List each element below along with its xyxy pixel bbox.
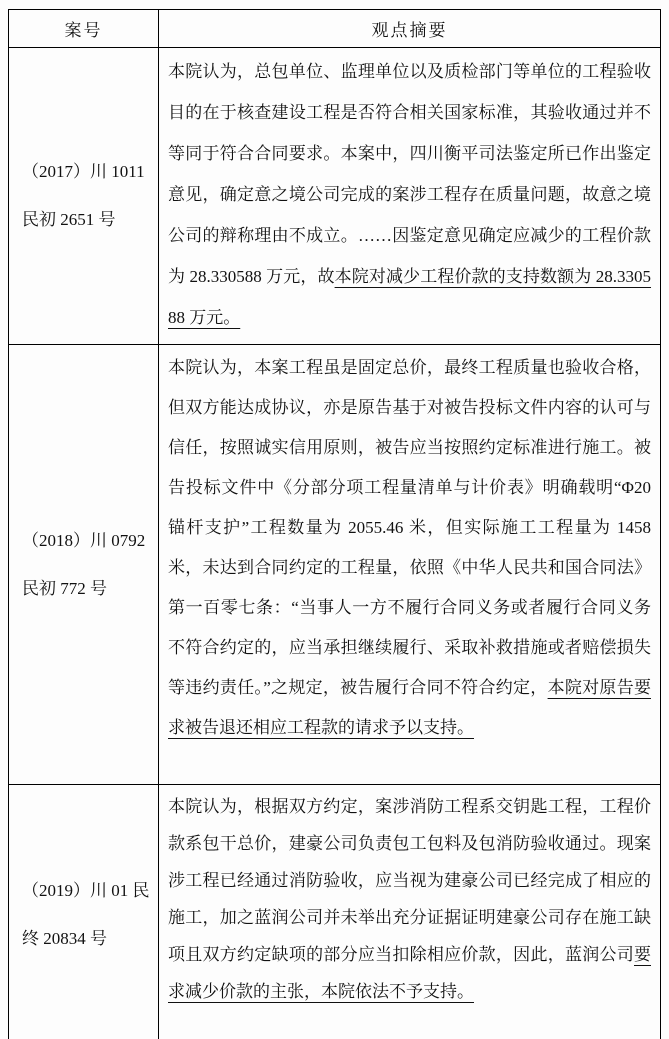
case-number-cell: （2018）川 0792 民初 772 号 <box>9 345 159 785</box>
summary-underlined-text: 要求减少价款的主张，本院依法不予支持。 <box>168 945 651 1001</box>
table-row <box>9 785 661 1039</box>
table-row <box>9 345 661 785</box>
summary-text: 本院认为，本案工程虽是固定总价，最终工程质量也验收合格，但双方能达成协议，亦是原告基于对被告投标文件内容的认可与信任，按照诚实信用原则，被告应当按照约定标准进行施工。被告投标文件中《分部分项工程量清单与计价表》明确载明“Φ20 锚杆支护”工程数量为 2055.46 米，但实际施工工程量为 1458 米，未达到合同约定的工程量，依照《中华人民共和国合同法》第一百零七条：“当事人一方不履行合同义务或者履行合同义务不符合约定的，应当承担继续履行、采取补救措施或者赔偿损失等违约责任。”之规定，被告履行合同不符合约定， <box>168 358 651 697</box>
summary-cell <box>159 48 661 345</box>
summary-underlined-text: 本院对减少工程价款的支持数额为 28.330588 万元。 <box>168 267 652 327</box>
summary-text: 本院认为，总包单位、监理单位以及质检部门等单位的工程验收目的在于核查建设工程是否符合相关国家标准，其验收通过并不等同于符合合同要求。本案中，四川衡平司法鉴定所已作出鉴定意见，确定意之境公司完成的案涉工程存在质量问题，故意之境公司的辩称理由不成立。……因鉴定意见确定应减少的工程价款为 28.330588 万元，故 <box>168 62 651 286</box>
summary-cell <box>159 785 661 1039</box>
header-row <box>9 10 661 48</box>
case-opinion-table <box>8 9 661 1039</box>
header-opinion-summary: 观点摘要 <box>159 10 661 48</box>
table-row <box>9 48 661 345</box>
header-case-number: 案号 <box>9 10 159 48</box>
summary-underlined-text: 本院对原告要求被告退还相应工程款的请求予以支持。 <box>168 678 651 737</box>
case-number-cell: （2019）川 01 民终 20834 号 <box>9 785 159 1039</box>
summary-cell <box>159 345 661 785</box>
case-number-cell: （2017）川 1011 民初 2651 号 <box>9 48 159 345</box>
summary-text: 本院认为，根据双方约定，案涉消防工程系交钥匙工程，工程价款系包干总价，建豪公司负责包工包料及包消防验收通过。现案涉工程已经通过消防验收，应当视为建豪公司已经完成了相应的施工，加之蓝润公司并未举出充分证据证明建豪公司存在施工缺项且双方约定缺项的部分应当扣除相应价款，因此，蓝润公司 <box>168 797 651 964</box>
